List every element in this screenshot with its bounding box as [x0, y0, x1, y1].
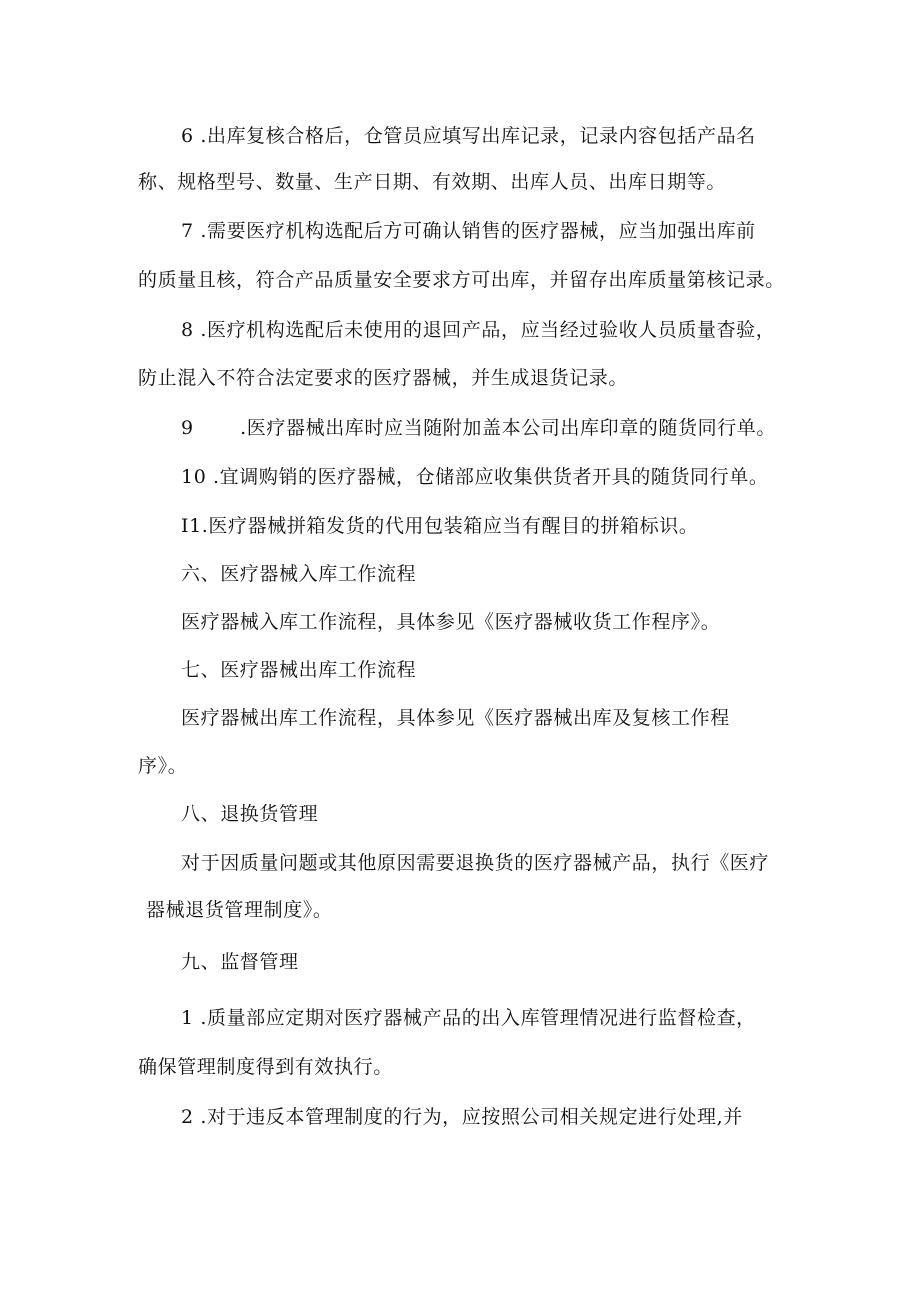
text-line: 防止混入不符合法定要求的医疗器械，并生成退货记录。	[138, 367, 629, 389]
section-heading: 九、监督管理	[181, 951, 299, 973]
text-line: 2 .对于违反本管理制度的行为，应按照公司相关规定进行处理,并	[181, 1106, 743, 1128]
text-line: 确保管理制度得到有效执行。	[138, 1056, 393, 1078]
text-line: 序》。	[138, 755, 188, 777]
section-heading: 七、医疗器械出库工作流程	[181, 659, 417, 681]
text-line: 8 .医疗机构选配后未使用的退回产品，应当经过验收人员质量杳验，	[181, 319, 776, 341]
text-line: 称、规格型号、数量、生产日期、有效期、出库人员、出库日期等。	[138, 171, 727, 193]
section-heading: 八、退换货管理	[181, 803, 319, 825]
text-line: 医疗器械入库工作流程，具体参见《医疗器械收货工作程序》。	[181, 611, 721, 633]
text-line: 10 .宜调购销的医疗器械，仓储部应收集供货者开具的随货同行单。	[181, 466, 769, 488]
text-line: I1.医疗器械拼箱发货的代用包装箱应当有醒目的拼箱标识。	[181, 515, 699, 537]
text-line: 9 .医疗器械出库时应当随附加盖本公司出库印章的随货同行单。	[181, 417, 777, 439]
text-line: 6 .出库复核合格后，仓管员应填写出库记录，记录内容包括产品名	[181, 125, 756, 147]
text-line: 7 .需要医疗机构选配后方可确认销售的医疗器械，应当加强出库前	[181, 220, 756, 242]
text-line: 的质量且核，符合产品质量安全要求方可出库，并留存出库质量第核记录。	[138, 269, 785, 291]
text-line: 对于因质量问题或其他原因需要退换货的医疗器械产品，执行《医疗	[181, 852, 770, 874]
section-heading: 六、医疗器械入库工作流程	[181, 563, 417, 585]
text-line: 1 .质量部应定期对医疗器械产品的出入库管理情况进行监督检查，	[181, 1007, 756, 1029]
text-line: 器械退货管理制度》。	[146, 899, 333, 921]
text-line: 医疗器械出库工作流程，具体参见《医疗器械出库及复核工作程	[181, 707, 730, 729]
